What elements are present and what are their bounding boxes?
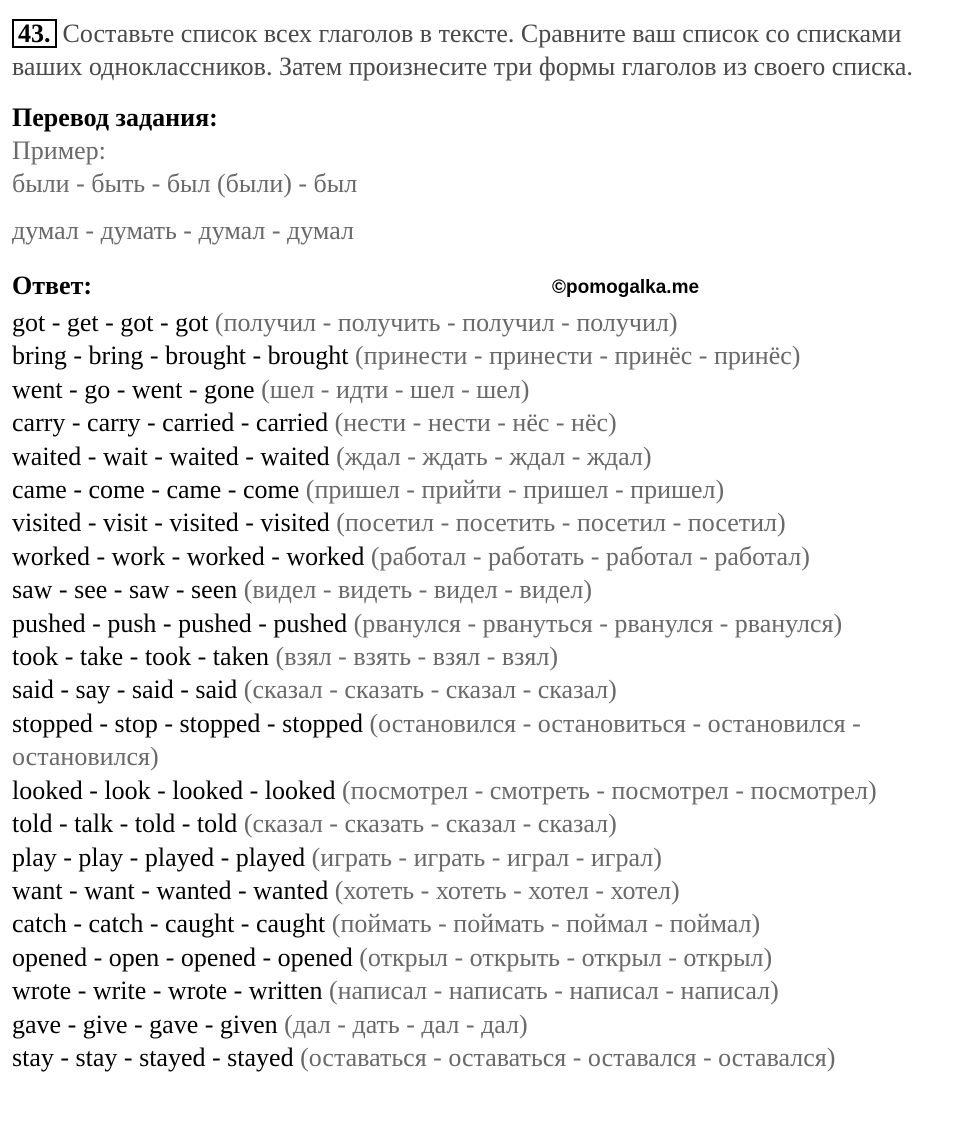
example-line: думал - думать - думал - думал	[12, 216, 354, 245]
verb-translation: (работал - работать - работал - работал)	[370, 541, 810, 571]
verb-forms: stay - stay - stayed - stayed	[12, 1042, 294, 1072]
verb-row	[12, 673, 952, 706]
verb-row	[12, 406, 952, 439]
verb-row	[12, 874, 952, 907]
verb-row	[12, 339, 952, 372]
example-label: Пример:	[12, 136, 106, 165]
verb-forms: went - go - went - gone	[12, 374, 255, 404]
verb-forms: said - say - said - said	[12, 675, 238, 705]
verb-forms: gave - give - gave - given	[12, 1009, 278, 1039]
verb-row	[12, 907, 952, 940]
verb-row	[12, 440, 952, 473]
watermark: ©pomogalka.me	[552, 277, 700, 298]
document-page	[12, 0, 952, 1074]
verb-forms: opened - open - opened - opened	[12, 942, 353, 972]
verb-forms: visited - visit - visited - visited	[12, 508, 330, 538]
verb-row	[12, 607, 952, 640]
verb-forms: got - get - got - got	[12, 308, 209, 337]
verb-row	[12, 473, 952, 506]
verb-row	[12, 540, 952, 573]
verb-forms: stopped - stop - stopped - stopped	[12, 708, 363, 738]
verb-translation: (видел - видеть - видел - видел)	[243, 575, 593, 605]
verb-translation: (ждал - ждать - ждал - ждал)	[336, 441, 652, 471]
verb-translation: (играть - играть - играл - играл)	[311, 842, 662, 872]
verb-translation: (открыл - открыть - открыл - открыл)	[359, 942, 773, 972]
verb-forms: want - want - wanted - wanted	[12, 875, 329, 905]
answer-heading: Ответ:	[12, 271, 93, 300]
verb-forms: carry - carry - carried - carried	[12, 408, 329, 438]
verb-translation: (принести - принести - принёс - принёс)	[355, 341, 801, 371]
verb-row	[12, 774, 952, 807]
verb-forms: looked - look - looked - looked	[12, 775, 336, 805]
verb-translation: (взял - взять - взял - взял)	[275, 642, 558, 672]
verb-translation: (рванулся - рвануться - рванулся - рванулся)	[353, 608, 843, 638]
verb-translation: (сказал - сказать - сказал - сказал)	[243, 809, 617, 839]
task-statement	[12, 17, 952, 83]
verb-translation: (сказал - сказать - сказал - сказал)	[243, 675, 617, 705]
translation-heading: Перевод задания:	[12, 103, 218, 132]
verb-row	[12, 707, 952, 774]
verb-forms: wrote - write - wrote - written	[12, 976, 323, 1006]
verb-translation: (поймать - поймать - поймал - поймал)	[331, 909, 761, 939]
verb-forms: bring - bring - brought - brought	[12, 341, 349, 371]
verb-row	[12, 506, 952, 539]
answer-header	[12, 269, 952, 302]
verb-translation: (посмотрел - смотреть - посмотрел - посмотрел)	[342, 775, 877, 805]
verb-translation: (посетил - посетить - посетил - посетил)	[336, 508, 786, 538]
verb-translation: (нести - нести - нёс - нёс)	[334, 408, 617, 438]
verb-list	[12, 306, 952, 1074]
verb-forms: came - come - came - come	[12, 475, 300, 505]
verb-forms: worked - work - worked - worked	[12, 541, 365, 571]
verb-translation: (пришел - прийти - пришел - пришел)	[305, 475, 725, 505]
task-number: 43.	[12, 19, 57, 48]
verb-row	[12, 841, 952, 874]
verb-forms: play - play - played - played	[12, 842, 306, 872]
verb-row	[12, 306, 952, 339]
verb-forms: saw - see - saw - seen	[12, 575, 238, 605]
verb-forms: pushed - push - pushed - pushed	[12, 608, 348, 638]
verb-row	[12, 573, 952, 606]
verb-translation: (остановился - остановиться - остановился - остановился)	[12, 708, 861, 772]
task-text: Составьте список всех глаголов в тексте. Сравните ваш список со списками ваших одноклассников. Затем произнесите три формы глаголов из своего списка.	[12, 19, 913, 81]
verb-forms: told - talk - told - told	[12, 809, 238, 839]
verb-row	[12, 807, 952, 840]
verb-translation: (получил - получить - получил - получил)	[214, 308, 678, 337]
verb-translation: (дал - дать - дал - дал)	[284, 1009, 528, 1039]
verb-forms: catch - catch - caught - caught	[12, 909, 326, 939]
verb-row	[12, 1041, 952, 1074]
verb-forms: waited - wait - waited - waited	[12, 441, 330, 471]
verb-forms: took - take - took - taken	[12, 642, 270, 672]
verb-translation: (оставаться - оставаться - оставался - оставался)	[300, 1042, 836, 1072]
example-line: были - быть - был (были) - был	[12, 169, 358, 198]
verb-row	[12, 373, 952, 406]
verb-row	[12, 974, 952, 1007]
verb-translation: (шел - идти - шел - шел)	[261, 374, 530, 404]
verb-row	[12, 640, 952, 673]
verb-translation: (написал - написать - написал - написал)	[328, 976, 779, 1006]
verb-row	[12, 1008, 952, 1041]
verb-translation: (хотеть - хотеть - хотел - хотел)	[334, 875, 680, 905]
verb-row	[12, 941, 952, 974]
